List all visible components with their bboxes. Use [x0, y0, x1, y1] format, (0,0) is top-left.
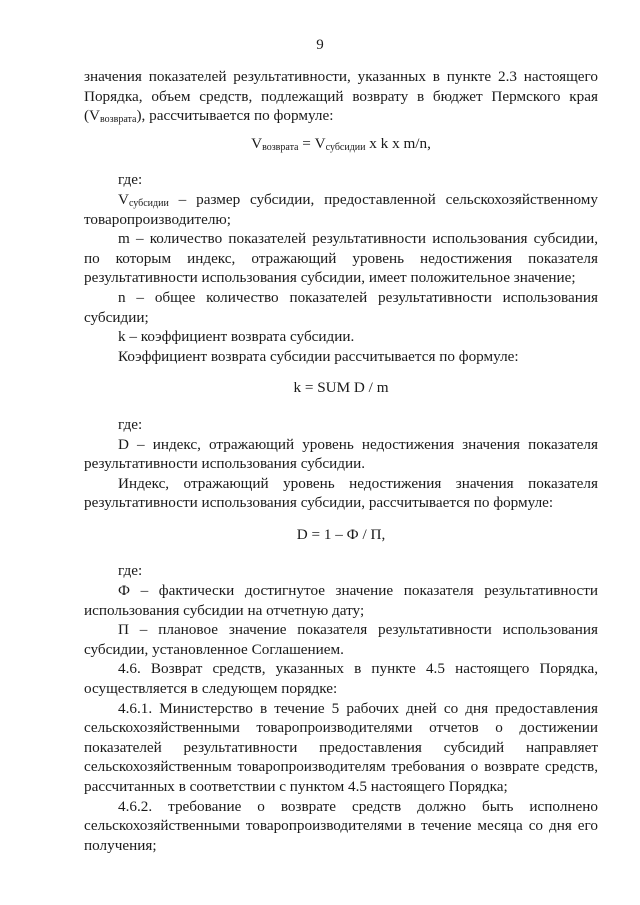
formula-k: k = SUM D / m	[293, 379, 389, 397]
subscript-return: возврата	[100, 114, 137, 126]
where-label-3: где:	[118, 562, 143, 580]
formula-d: D = 1 – Ф / П,	[296, 525, 386, 543]
def-v-subscript: субсидии	[128, 197, 169, 209]
page-number: 9	[316, 37, 324, 53]
intro-tail: ), рассчитывается по формуле:	[136, 107, 334, 125]
index-formula-intro: Индекс, отражающий уровень недостижения значения показателя результативности использования субсидии, рассчитывается по формуле:	[84, 474, 598, 512]
formula1-sub-return: возврата	[262, 141, 299, 153]
definition-m: m – количество показателей результативности использования субсидии, по которым индекс, отражающий уровень недостижения показателя результативности использования субсидии, имеет положительное значение;	[84, 230, 598, 287]
paragraph-4-6-2: 4.6.2. требование о возврате средств должно быть исполнено сельскохозяйственными товаропроизводителями в течение месяца со дня его получения;	[84, 797, 598, 854]
paragraph-4-6-1: 4.6.1. Министерство в течение 5 рабочих дней со дня предоставления сельскохозяйственными товаропроизводителями отчетов о достижении показателей результативности предоставления субсидий направляет сельскохозяйственным товаропроизводителям требования о возврате средств, рассчитанных в соответствии с пунктом 4.5 настоящего Порядка;	[84, 699, 598, 795]
definition-d: D – индекс, отражающий уровень недостижения значения показателя результативности использования субсидии.	[84, 435, 598, 473]
definition-n: n – общее количество показателей результативности использования субсидии;	[84, 288, 598, 326]
definition-p: П – плановое значение показателя результативности использования субсидии, установленное Соглашением.	[84, 621, 598, 658]
paragraph-intro-continued	[84, 106, 598, 126]
document-body	[84, 67, 598, 855]
formula-return-amount	[84, 134, 598, 154]
symbol-v: (V	[84, 107, 101, 125]
definition-v-subsidy	[84, 190, 598, 229]
formula1-sub-subsidy: субсидии	[325, 141, 366, 153]
definition-f: Ф – фактически достигнутое значение показателя результативности использования субсидии на отчетную дату;	[84, 582, 598, 619]
def-v-symbol: V	[118, 190, 129, 208]
paragraph-4-6: 4.6. Возврат средств, указанных в пункте 4.5 настоящего Порядка, осуществляется в следующем порядке:	[84, 660, 598, 698]
paragraph-intro: значения показателей результативности, указанных в пункте 2.3 настоящего Порядка, объем средств, подлежащий возврату в бюджет Пермского края	[84, 68, 598, 105]
formula1-v: V	[251, 134, 263, 152]
formula1-tail: x k x m/n,	[365, 134, 431, 152]
definition-k: k – коэффициент возврата субсидии.	[118, 328, 355, 346]
where-label-1: где:	[118, 171, 143, 189]
k-formula-intro: Коэффициент возврата субсидии рассчитывается по формуле:	[118, 347, 519, 365]
where-label-2: где:	[118, 415, 143, 433]
formula1-eq-v: = V	[298, 134, 326, 152]
def-v-text: – размер субсидии, предоставленной сельскохозяйственному товаропроизводителю;	[84, 190, 598, 228]
